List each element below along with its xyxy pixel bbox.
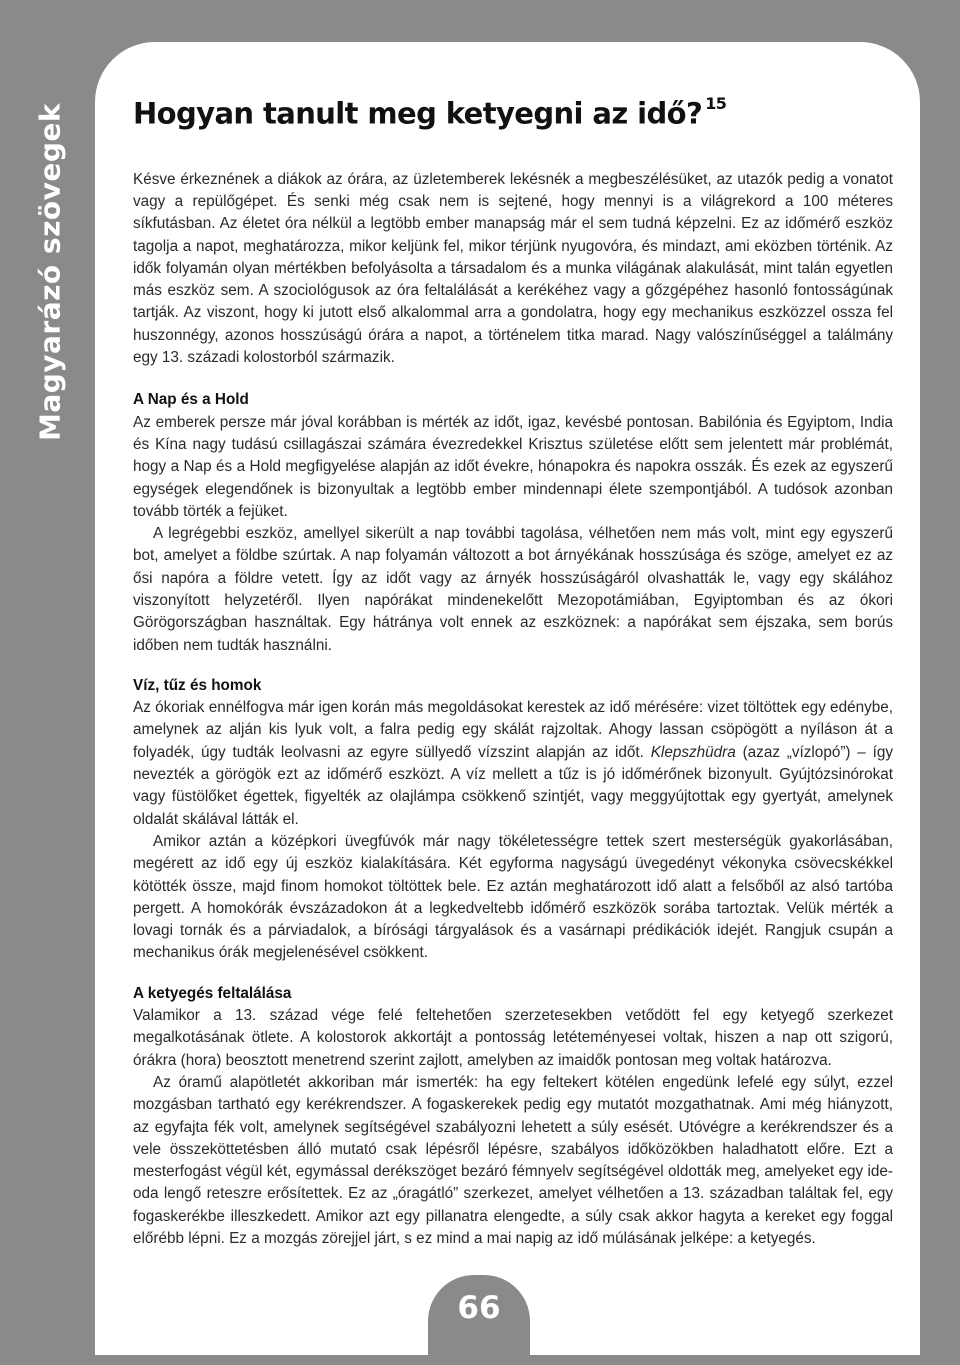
section-paragraph [133, 697, 893, 831]
section-heading: Víz, tűz és homok [133, 676, 262, 694]
paragraph-text: (azaz „vízlopó”) – így nevezték a görögök ezt az időmérő eszközt. A víz mellett a tűz is jó időmérőnek bizonyult. Gyújtózsinórokat vagy füstölőket égettek, figyelték az olajlámpa csökkenő szintjét, vagy meggyújtottak egy gyertyát, amelynek oldalát skálával látták el. [133, 743, 894, 828]
paragraph-text: Az ókoriak ennélfogva már igen korán más megoldásokat kerestek az idő mérésére: vizet töltöttek egy edénybe, amelynek az alján kis lyuk volt, a falra pedig egy skálát rajzoltak. Ahogy lassan csöpögött a nyíláson át a folyadék, úgy tudták leolvasni az egyre süllyedő vízszint alapján az időt. [133, 699, 893, 761]
article [133, 88, 893, 1250]
section-heading: A ketyegés feltalálása [133, 984, 292, 1002]
section-paragraph: Valamikor a 13. század vége felé feltehetően szerzetesekben vetődött fel egy ketyegő szerkezet megalkotásának ötlete. A kolostorok akkortájt a pontosság letéteményesei voltak, hiszen a nap ott szigorú, órákra (hora) beosztott menetrend szerint zajlott, amelyben az imaidők pontosan meg voltak határozva. [133, 1007, 893, 1069]
side-label: Magyarázó szövegek [33, 102, 67, 442]
section-paragraph: A legrégebbi eszköz, amellyel sikerült a nap további tagolása, vélhetően nem más volt, mint egy egyszerű bot, amelyet a földbe szúrtak. A nap folyamán változott a bot árnyékának hosszúsága és szöge, amelyet ez az ősi napóra a földre vetett. Így az időt vagy az árnyék hosszúságáról olvashatták le, vagy egy skálához viszonyított helyzetéről. Ilyen napórákat mindenekelőtt Mezopotámiában, Egyiptomban és az ókori Görögországban használtak. Egy hátránya volt ennek az eszköznek: a napórákat sem éjszaka, sem borús időben nem tudták használni. [133, 525, 893, 654]
page-title [133, 88, 893, 134]
section-paragraph: Amikor aztán a középkori üvegfúvók már nagy tökéletességre tettek szert mesterségük gyakorlásában, megérett az idő egy új eszköz kialakítására. Két egyforma nagyságú üvegedényt vékonyka csövecskékkel kötötték össze, majd finom homokot töltöttek bele. Ez aztán meghatározott idő alatt a felsőből az alsó tartóba pergett. A homokórák évszázadokon át a legkedveltebb időmérő eszközök sorába tartoztak. Velük mérték a lovagi tornák és a párviadalok, a bírósági tárgyalások és a vasárnapi prédikációk idejét. Rangjuk csupán a mechanikus órák megjelenésével csökkent. [133, 832, 893, 962]
term-italic: Klepszhüdra [650, 743, 736, 761]
intro-paragraph: Késve érkeznének a diákok az órára, az üzletemberek lekésnék a megbeszélésüket, az utazók pedig a vonatot vagy a repülőgépet. És senki még csak nem is sejtené, hogy mennyi is a világrekord a 100 méteres síkfutásban. Az életet óra nélkül a legtöbb ember manapság már el sem tudná képzelni. Ez az időmérő eszköz tagolja a napot, meghatározza, mikor keljünk fel, mikor térjünk nyugovóra, és mindazt, ami eközben történik. Az idők folyamán olyan mértékben befolyásolta a társadalom és a munka világának alakulását, mint talán egyetlen más eszköz sem. A szociológusok az óra feltalálását a kerékéhez vagy a gőzgépéhez hasonló fontosságúnak tartják. Az viszont, hogy ki jutott első alkalommal arra a gondolatra, hogy egy mechanikus eszközzel ossza fel huszonnégy, azonos hosszúságú órára a napot, a történelem titka marad. Nagy valószínűséggel a találmány egy 13. századi kolostorból származik. [133, 170, 893, 367]
section-paragraph: Az óramű alapötletét akkoriban már ismerték: ha egy feltekert kötélen engedünk lefelé egy súlyt, ezzel mozgásban tartható egy kerékrendszer. A fogaskerekek pedig egy mutatót mozgathatnak. Ami még hiányzott, az egyfajta fék volt, amelynek segítségével szabályozni lehetett a súly esését. Utóvégre a kerékrendszer és a vele összeköttetésben álló mutató csak lépésről lépésre, szabályos időközökben haladhatott előre. Ezt a mesterfogást végül két, egymással derékszöget bezáró fémnyelv segítségével oldották meg, amelyeket egy ide-oda lengő reteszre erősítettek. Ez az „óragátló” szerkezet, amelyet vélhetően a 13. században találtak fel, egy fogaskerékbe illeszkedett. Amikor azt egy pillanatra elengedte, a súly csak akkor hagyta a kereket egy foggal előrébb lépni. Ez a mozgás zörejjel járt, s ez mind a mai napig az idő múlásának jelképe: a ketyegés. [133, 1073, 893, 1248]
title-text: Hogyan tanult meg ketyegni az idő? [133, 96, 703, 131]
section-paragraph: Az emberek persze már jóval korábban is mérték az időt, igaz, kevésbé pontosan. Babilónia és Egyiptom, India és Kína nagy tudású csillagászai számára évezredekkel Krisztus születése előtt sem jelentett már problémát, hogy a Nap és a Hold megfigyelése alapján az időt évekre, hónapokra és napokra osszák. És ezek az egyszerű egységek elegendőnek is bizonyultak a legtöbb ember mindennapi élete szempontjából. A tudósok azonban tovább törték a fejüket. [133, 413, 893, 520]
side-tab [0, 0, 95, 1355]
title-footnote: 15 [705, 94, 727, 113]
page-number: 66 [457, 1290, 501, 1326]
section-heading: A Nap és a Hold [133, 391, 249, 409]
